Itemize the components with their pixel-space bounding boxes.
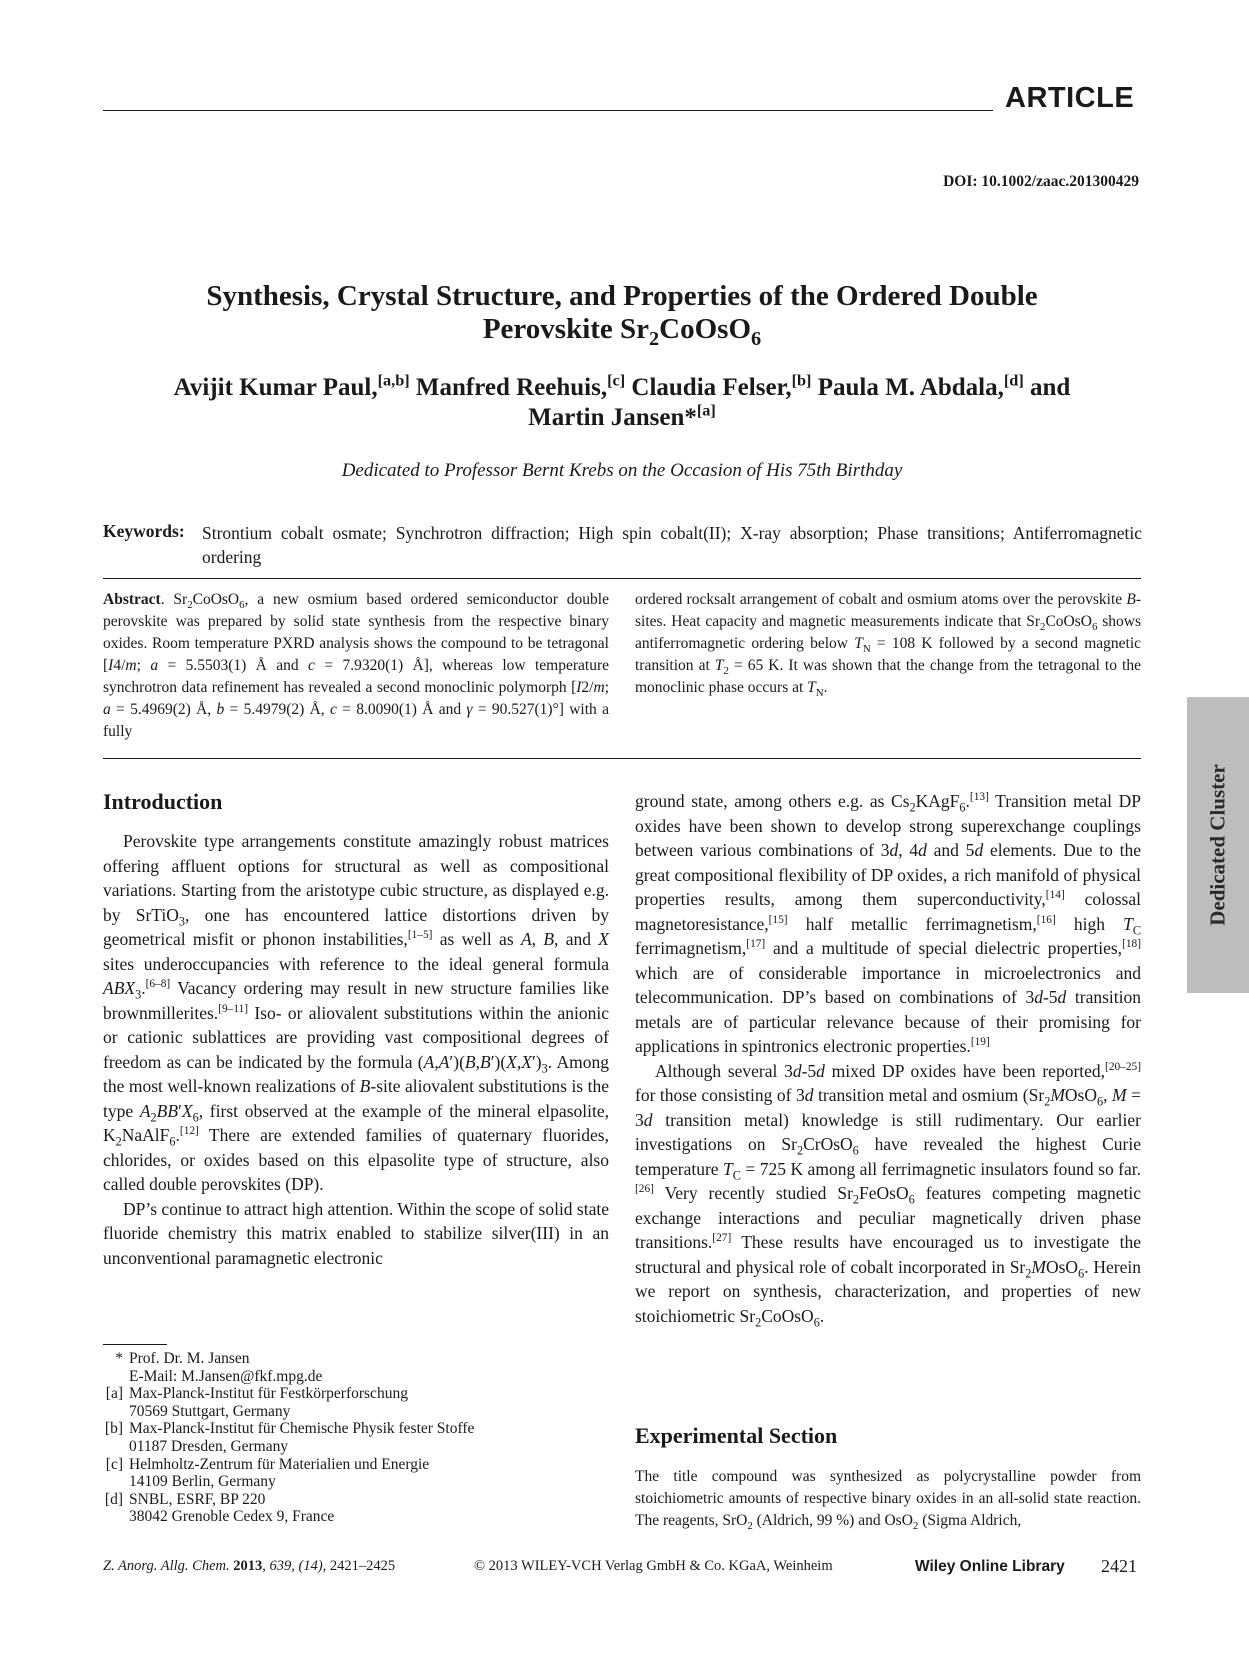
author: Avijit Kumar Paul,: [173, 374, 378, 401]
affiliation-mark: [d]: [1003, 371, 1024, 390]
footnote-mark: [b]: [104, 1420, 123, 1438]
footnote-mark: [c]: [105, 1455, 123, 1473]
footnote-item: [103, 1385, 609, 1420]
author: Martin Jansen*: [528, 404, 697, 431]
author-line-1: Avijit Kumar Paul,[a,b] Manfred Reehuis,[c] Claudia Felser,[b] Paula M. Abdala,[d] and: [173, 371, 1071, 401]
keywords-text: Strontium cobalt osmate; Synchrotron diffraction; High spin cobalt(II); X-ray absorption; Phase transitions; Antiferromagnetic ordering: [202, 523, 1142, 567]
header-rule: [103, 110, 993, 111]
affiliation-mark: [b]: [791, 371, 812, 390]
abstract-top-rule: [103, 578, 1141, 579]
footnote-mark: [a]: [105, 1385, 123, 1403]
abstract-left: Abstract. $Sr_2CoOsO_6$, a new osmium based ordered semiconductor double perovskite was prepared by solid state synthesis from the respective binary oxides. Room temperature PXRD analysis shows the compound to be tetragonal [I4/m; a = 5.5503(1) Å and c = 7.9320(1) Å], whereas low temperature synchrotron data refinement has revealed a second monoclinic polymorph [I2/m; a = 5.4969(2) Å, b = 5.4979(2) Å, c = 8.0090(1) Å and γ = 90.527(1)°] with a fully: [103, 591, 609, 740]
footnote-text: Max-Planck-Institut für Festkörperforschung 70569 Stuttgart, Germany: [129, 1385, 408, 1420]
dedication: Dedicated to Professor Bernt Krebs on the Occasion of His 75th Birthday: [341, 460, 903, 481]
footnotes: [103, 1350, 609, 1526]
email-link[interactable]: E-Mail: M.Jansen@fkf.mpg.de: [129, 1367, 323, 1385]
experimental-text: The title compound was synthesized as polycrystalline powder from stoichiometric amounts of respective binary oxides in an all-solid state reaction. The reagents, SrO$_2$ (Aldrich, 99 %) and OsO$_2$ (Sigma Aldrich,: [635, 1468, 1141, 1533]
footnote-item: [103, 1491, 609, 1526]
footnote-text: Helmholtz-Zentrum für Materialien und Energie 14109 Berlin, Germany: [129, 1455, 430, 1491]
section-label: ARTICLE: [1005, 82, 1135, 114]
affiliation-mark: [a,b]: [377, 371, 410, 390]
title-line-2: Perovskite $Sr_2CoOsO_6$: [482, 313, 762, 350]
experimental-heading: Experimental Section: [635, 1423, 838, 1448]
footnote-text: Max-Planck-Institut für Chemische Physik fester Stoffe 01187 Dresden, Germany: [129, 1420, 475, 1455]
author-list: [103, 373, 1141, 433]
author: Manfred Reehuis,: [409, 374, 608, 401]
side-tab-label: Dedicated Cluster: [1205, 764, 1230, 926]
wiley-online-library-link[interactable]: Wiley Online Library: [915, 1558, 1065, 1575]
page-number: 2421: [1101, 1556, 1137, 1576]
abstract-right: ordered rocksalt arrangement of cobalt and osmium atoms over the perovskite B-sites. Heat capacity and magnetic measurements indicate that $Sr_2CoOsO_6$ shows antiferromagnetic ordering below $T_N = 108$ K followed by a second magnetic transition at $T_2 = 65$ K. It was shown that the change from the tetragonal to the monoclinic phase occurs at $T_N$.: [635, 591, 1141, 700]
title-line-1: Synthesis, Crystal Structure, and Properties of the Ordered Double: [206, 280, 1038, 312]
author-line-2: [103, 403, 1141, 433]
footnote-item: [103, 1456, 609, 1491]
footnote-text: SNBL, ESRF, BP 220 38042 Grenoble Cedex 9, France: [129, 1490, 335, 1526]
introduction-right-column: ground state, among others e.g. as $Cs_2KAgF_6.[13]$ Transition metal DP oxides have been shown to develop strong superexchange couplings between various combinations of 3d, 4d and 5d elements. Due to the great compositional flexibility of DP oxides, a rich manifold of physical properties results, among them superconductivity,[14] colossal magnetoresistance,[15] half metallic ferrimagnetism,[16] high $T_C$ ferrimagnetism,[17] and a multitude of special dielectric properties,[18] which are of considerable importance in microelectronics and telecommunication. DP’s based on combinations of 3d-5d transition metals are of particular relevance because of their promising for applications in spintronics electronic properties.[19] Although several 3d-5d mixed DP oxides have been reported,[20–25] for those consisting of 3d transition metal and osmium ($Sr_2MOsO_6$, M = 3d transition metal) knowledge is still rudimentary. Our earlier investigations on $Sr_2CrOsO_6$ have revealed the highest Curie temperature $T_C = 725$ K among all ferrimagnetic insulators found so far.[26] Very recently studied $Sr_2FeOsO_6$ features competing magnetic exchange interactions and peculiar magnetically driven phase transitions.[27] These results have encouraged us to investigate the structural and physical role of cobalt incorporated in $Sr_2MOsO_6$. Herein we report on synthesis, characterization, and properties of new stoichiometric $Sr_2CoOsO_6$.: [635, 791, 1142, 1329]
paper-title: [103, 280, 1141, 350]
doi[interactable]: DOI: 10.1002/zaac.201300429: [943, 173, 1139, 190]
footnote-item: [103, 1350, 609, 1385]
footnote-mark: *: [115, 1350, 123, 1367]
author: Paula M. Abdala,: [811, 374, 1004, 401]
footnote-mark: [d]: [104, 1490, 123, 1508]
journal-citation: Z. Anorg. Allg. Chem. 2013, 639, (14), 2421–2425: [103, 1558, 396, 1574]
abstract-bottom-rule: [103, 758, 1141, 759]
introduction-heading: Introduction: [103, 789, 223, 814]
keywords-label: Keywords:: [103, 521, 185, 541]
footnote-item: [103, 1420, 609, 1455]
introduction-left-column: Perovskite type arrangements constitute amazingly robust matrices offering affluent options for structural as well as compositional variations. Starting from the aristotype cubic structure, as displayed e.g. by SrTiO$_3$, one has encountered lattice distortions driven by geometrical misfit or phonon instabilities,[1–5] as well as A, B, and X sites underoccupancies with reference to the ideal general formula $ABX_3.[6-8]$ Vacancy ordering may result in new structure families like brownmillerites.[9–11] Iso- or aliovalent substitutions within the anionic or cationic sublattices are providing vast compositional degrees of freedom as can be indicated by the formula $(A,A')(B,B')(X,X')_3$. Among the most well-known realizations of B-site aliovalent substitutions is the type $A_2BB'X_6$, first observed at the example of the mineral elpasolite, $K_2NaAlF_6.[12]$ There are extended families of quaternary fluorides, chlorides, or oxides based on this elpasolite type of structure, also called double perovskites (DP). DP’s continue to attract high attention. Within the scope of solid state fluoride chemistry this matrix enabled to stabilize silver(III) in an unconventional paramagnetic electronic: [103, 831, 609, 1268]
affiliation-mark: [c]: [607, 371, 626, 390]
side-tab: [1187, 697, 1249, 993]
author: Claudia Felser,: [625, 374, 792, 401]
footnote-rule: [103, 1344, 167, 1345]
footnote-text: Prof. Dr. M. Jansen E-Mail: M.Jansen@fkf.mpg.de: [129, 1350, 609, 1385]
affiliation-mark: [a]: [696, 401, 716, 420]
copyright: © 2013 WILEY-VCH Verlag GmbH & Co. KGaA, Weinheim: [474, 1558, 833, 1574]
